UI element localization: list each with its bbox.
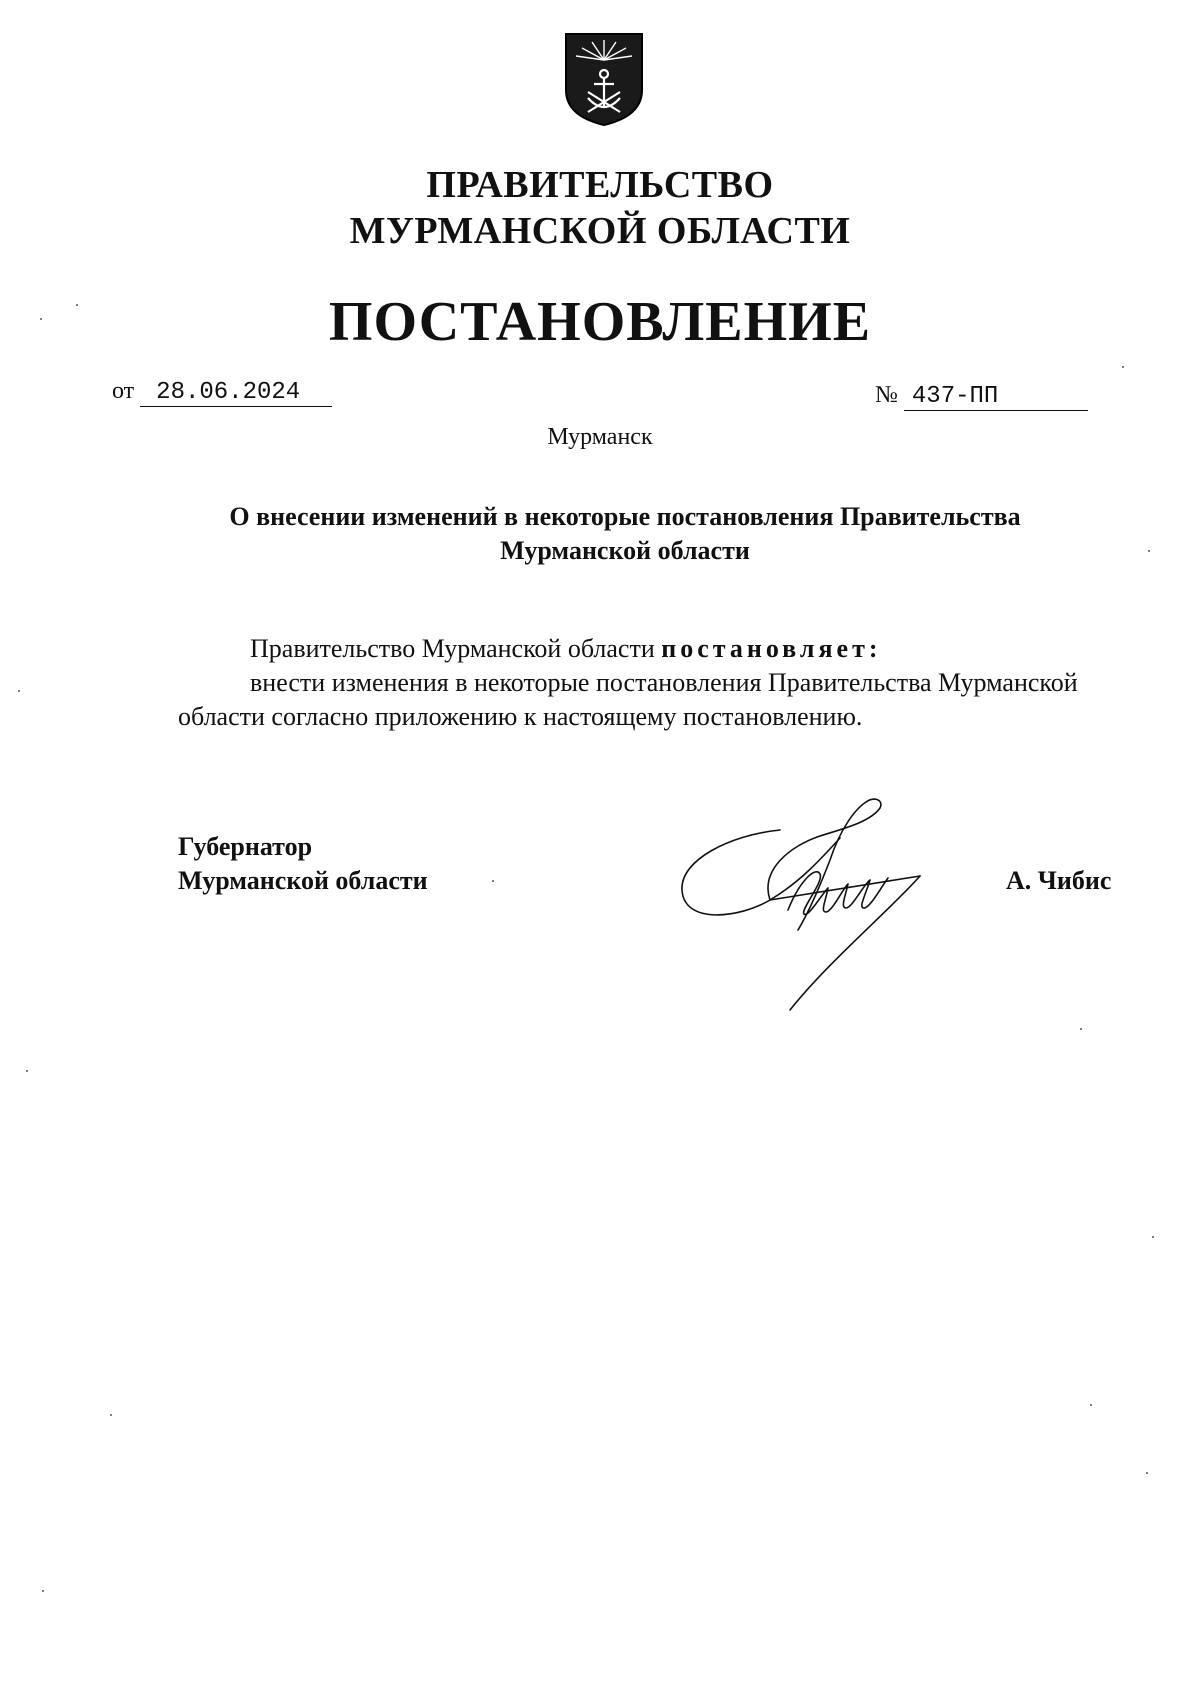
scan-speck xyxy=(40,318,42,320)
number-field xyxy=(875,382,1088,411)
body-paragraph-1 xyxy=(178,632,1138,666)
body-resolves-word: постановляет: xyxy=(661,634,882,663)
body-paragraph-2: внести изменения в некоторые постановления Правительства Мурманской области согласно приложению к настоящему постановлению. xyxy=(178,668,1078,731)
signer-position xyxy=(178,830,428,898)
scan-speck xyxy=(18,690,20,692)
date-prefix: от xyxy=(112,378,135,404)
scan-speck xyxy=(1122,366,1124,368)
org-title-line-2: МУРМАНСКОЙ ОБЛАСТИ xyxy=(349,210,851,252)
subject-line-1: О внесении изменений в некоторые постановления Правительства xyxy=(229,502,1021,531)
document-type: ПОСТАНОВЛЕНИЕ xyxy=(328,291,872,353)
coat-of-arms-icon xyxy=(562,30,646,128)
scan-speck xyxy=(492,880,494,882)
body-lead-text: Правительство Мурманской области xyxy=(250,634,662,663)
number-value: 437-ПП xyxy=(904,384,1088,411)
scan-speck xyxy=(1146,1472,1148,1474)
signer-position-line-2: Мурманской области xyxy=(178,866,428,895)
subject-line-2: Мурманской области xyxy=(500,536,750,565)
scan-speck xyxy=(1148,550,1150,552)
scan-speck xyxy=(1152,1236,1154,1238)
city: Мурманск xyxy=(547,424,653,450)
document-body xyxy=(178,632,1138,734)
scan-speck xyxy=(76,304,78,306)
scan-speck xyxy=(26,1070,28,1072)
date-field xyxy=(112,378,332,407)
scan-speck xyxy=(1090,1404,1092,1406)
signer-name: А. Чибис xyxy=(1006,866,1112,895)
scan-speck xyxy=(1080,1028,1082,1030)
signer-position-line-1: Губернатор xyxy=(178,832,313,861)
number-prefix: № xyxy=(875,382,898,408)
scan-speck xyxy=(110,1414,112,1416)
scan-speck xyxy=(42,1590,44,1592)
document-subject xyxy=(160,500,1090,568)
org-title-line-1: ПРАВИТЕЛЬСТВО xyxy=(426,164,774,206)
handwritten-signature xyxy=(670,790,940,1020)
date-value: 28.06.2024 xyxy=(140,380,332,407)
